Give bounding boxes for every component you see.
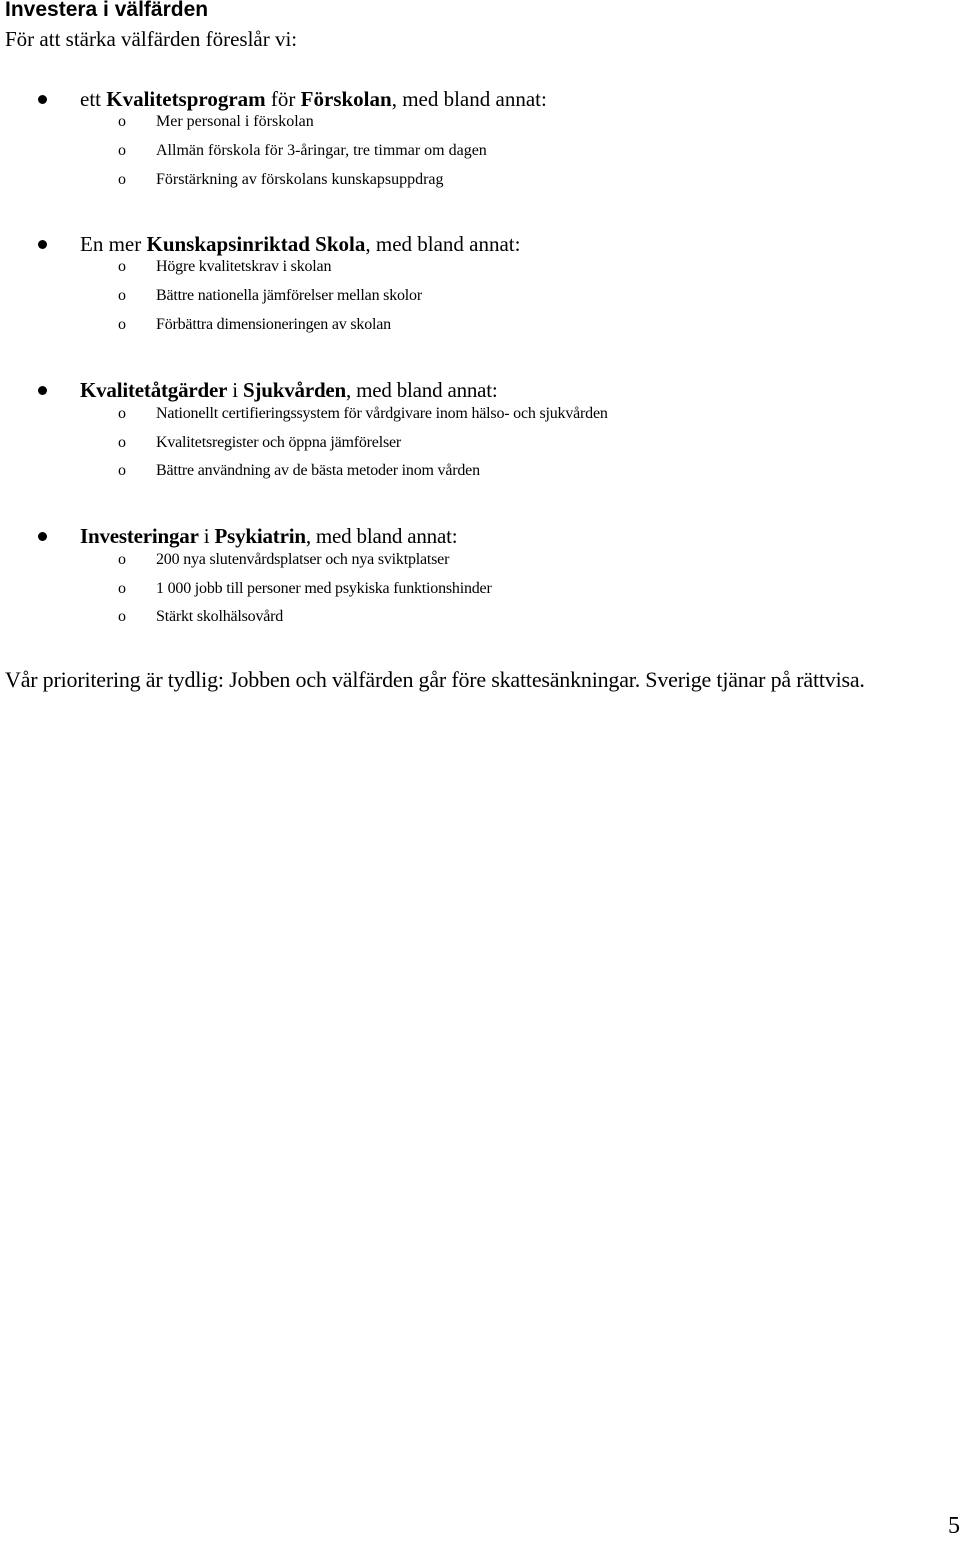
bullet-icon (38, 240, 47, 249)
sub-list-item (0, 580, 960, 609)
item-suffix: , med bland annat: (346, 378, 498, 402)
circle-marker-icon: o (118, 287, 126, 304)
item-bold-area: Sjukvården (243, 378, 347, 402)
list-item-text (80, 376, 498, 405)
item-connector: för (265, 87, 301, 111)
circle-marker-icon: o (118, 113, 126, 130)
sub-list-item-text: Högre kvalitetskrav i skolan (156, 258, 332, 275)
intro-text: För att stärka välfärden föreslår vi: (5, 27, 298, 51)
circle-marker-icon: o (118, 258, 126, 275)
circle-marker-icon: o (118, 171, 126, 188)
sub-list-item-text: Kvalitetsregister och öppna jämförelser (156, 434, 401, 451)
item-bold-term: Kvalitetsprogram (106, 87, 266, 111)
item-bold-area: Psykiatrin (214, 524, 306, 548)
item-connector: i (227, 378, 243, 402)
circle-marker-icon: o (118, 580, 126, 597)
item-suffix: , med bland annat: (365, 232, 521, 256)
section-heading: Investera i välfärden (5, 0, 209, 21)
sub-list-item-text: Nationellt certifieringssystem för vårdgivare inom hälso- och sjukvården (156, 405, 608, 422)
sub-list-item (0, 462, 960, 491)
sub-list-item-text: Bättre nationella jämförelser mellan skolor (156, 287, 422, 304)
page-number: 5 (948, 1513, 960, 1539)
circle-marker-icon: o (118, 551, 126, 568)
circle-marker-icon: o (118, 462, 126, 479)
sub-list-item (0, 142, 960, 171)
closing-paragraph: Vår prioritering är tydlig: Jobben och välfärden går före skattesänkningar. Sverige tjänar på rättvisa. (5, 667, 865, 692)
sub-list-item (0, 434, 960, 463)
bullet-icon (38, 386, 47, 395)
circle-marker-icon: o (118, 142, 126, 159)
item-connector: i (198, 524, 215, 548)
sub-list-item (0, 608, 960, 637)
circle-marker-icon: o (118, 608, 126, 625)
sub-list-item (0, 287, 960, 316)
item-bold-area: Förskolan (300, 87, 392, 111)
bullet-icon (38, 95, 47, 104)
item-bold-term: Kunskapsinriktad (146, 232, 310, 256)
item-bold-term: Kvalitetåtgärder (80, 378, 228, 402)
sub-list-item (0, 113, 960, 142)
sub-list-item-text: Mer personal i förskolan (156, 113, 314, 130)
sub-list-item-text: Förbättra dimensioneringen av skolan (156, 316, 391, 333)
sub-list-item-text: Bättre användning av de bästa metoder inom vården (156, 462, 480, 479)
sub-list-item-text: 1 000 jobb till personer med psykiska funktionshinder (156, 580, 492, 597)
sub-list-item-text: Förstärkning av förskolans kunskapsuppdrag (156, 171, 444, 188)
item-prefix: En mer (80, 232, 147, 256)
list-item-text (80, 230, 520, 259)
circle-marker-icon: o (118, 405, 126, 422)
list-item-text (80, 522, 457, 551)
sub-list-item-text: Stärkt skolhälsovård (156, 608, 284, 625)
list-item-text (80, 85, 547, 114)
sub-list-item (0, 551, 960, 580)
circle-marker-icon: o (118, 434, 126, 451)
sub-list-item (0, 258, 960, 287)
sub-list-item (0, 171, 960, 200)
item-bold-area: Skola (315, 232, 366, 256)
sub-list-item-text: 200 nya slutenvårdsplatser och nya sviktplatser (156, 551, 450, 568)
bullet-icon (38, 532, 47, 541)
sub-list-item-text: Allmän förskola för 3-åringar, tre timmar om dagen (156, 142, 487, 159)
item-suffix: , med bland annat: (391, 87, 547, 111)
sub-list-item (0, 316, 960, 345)
item-bold-term: Investeringar (80, 524, 199, 548)
item-prefix: ett (80, 87, 107, 111)
item-suffix: , med bland annat: (305, 524, 458, 548)
circle-marker-icon: o (118, 316, 126, 333)
sub-list-item (0, 405, 960, 434)
